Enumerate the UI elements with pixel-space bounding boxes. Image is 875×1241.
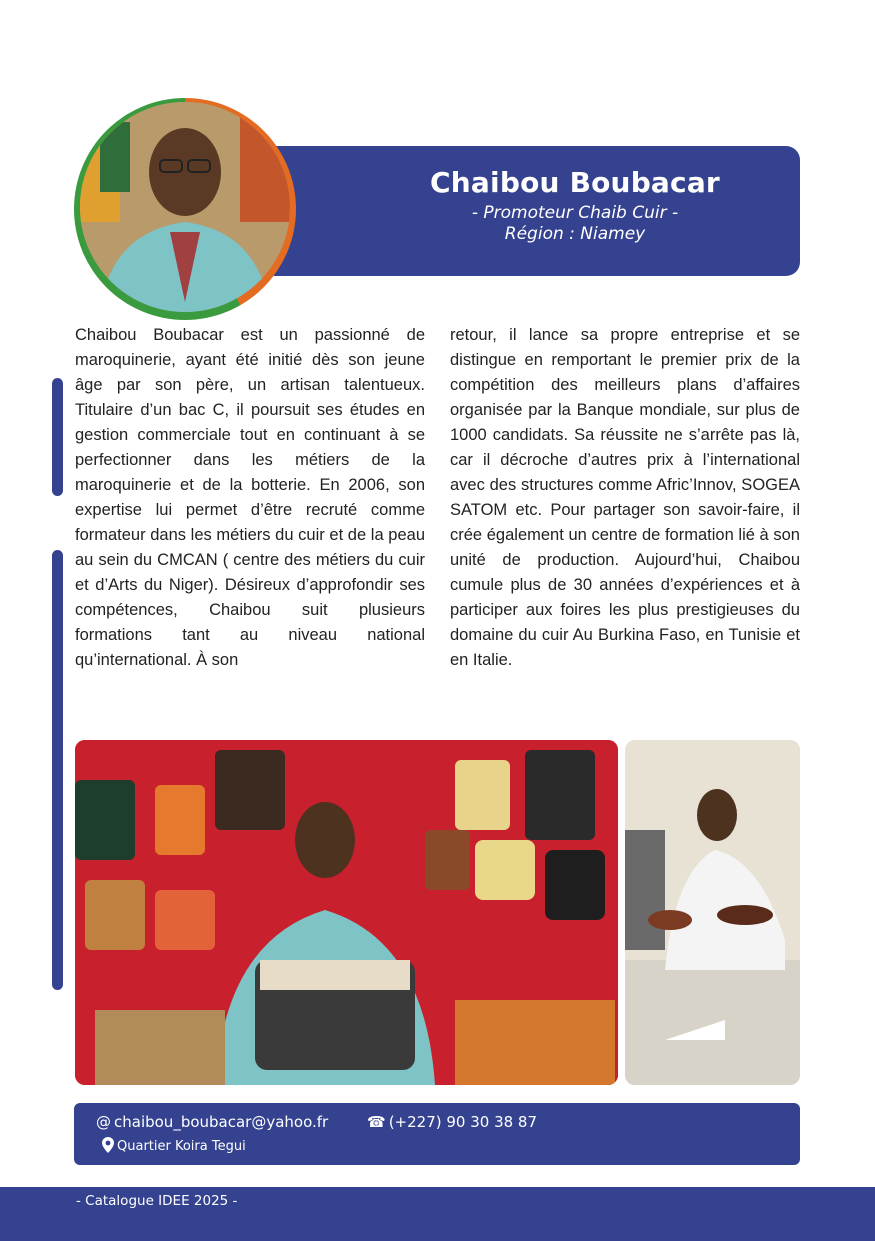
contact-phone[interactable] xyxy=(367,1113,537,1131)
footer xyxy=(0,1187,875,1241)
portrait-illustration xyxy=(80,102,290,312)
phone-text: (+227) 90 30 38 87 xyxy=(388,1113,538,1131)
at-icon: @ xyxy=(96,1112,111,1131)
bio-column-left: Chaibou Boubacar est un passionné de maroquinerie, ayant été initié dès son jeune âge par son père, un artisan talentueux. Titulaire d’un bac C, il poursuit ses études en gestion commerciale tout en continuant à se perfectionner dans les métiers de la maroquinerie et de la botterie. En 2006, son expertise lui permet d’être recruté comme formateur dans les métiers du cuir et de la peau au sein du CMCAN ( centre des métiers du cuir et d’Arts du Niger). Désireux d’approfondir ses compétences, Chaibou suit plusieurs formations tant au niveau national qu’international. À son xyxy=(75,326,425,669)
profile-role: - Promoteur Chaib Cuir - xyxy=(471,203,679,223)
portrait-photo xyxy=(80,102,290,312)
contact-address xyxy=(102,1137,246,1156)
address-text: Quartier Koira Tegui xyxy=(117,1139,246,1154)
workshop-photo xyxy=(75,740,618,1085)
shoemaking-illustration xyxy=(625,740,800,1085)
workshop-illustration xyxy=(75,740,618,1085)
location-pin-icon xyxy=(102,1137,114,1156)
contact-email[interactable] xyxy=(96,1113,328,1131)
bio-column-right: retour, il lance sa propre entreprise et se distingue en remportant le premier prix de la compétition des meilleurs plans d’affaires organisée par la Banque mondiale, sur plus de 1000 candidats. Sa réussite ne s’arrête pas là, car il décroche d’autres prix à l’international avec des structures comme Afric’Innov, SOGEA SATOM etc. Pour partager son savoir-faire, il crée également un centre de formation lié à son unité de production. Aujourd’hui, Chaibou cumule plus de 30 années d’expériences et à participer aux foires les plus prestigieuses du domaine du cuir Au Burkina Faso, en Tunisie et en Italie. xyxy=(450,326,800,669)
profile-name: Chaibou Boubacar xyxy=(430,166,720,199)
email-text: chaibou_boubacar@yahoo.fr xyxy=(114,1113,329,1131)
shoemaking-photo xyxy=(625,740,800,1085)
contact-bar xyxy=(74,1103,800,1165)
footer-text: - Catalogue IDEE 2025 - xyxy=(76,1193,238,1209)
profile-region: Région : Niamey xyxy=(504,224,646,244)
accent-bar-bottom xyxy=(52,550,63,990)
phone-icon: ☎ xyxy=(367,1112,386,1131)
profile-header xyxy=(380,166,770,245)
accent-bar-top xyxy=(52,378,63,496)
